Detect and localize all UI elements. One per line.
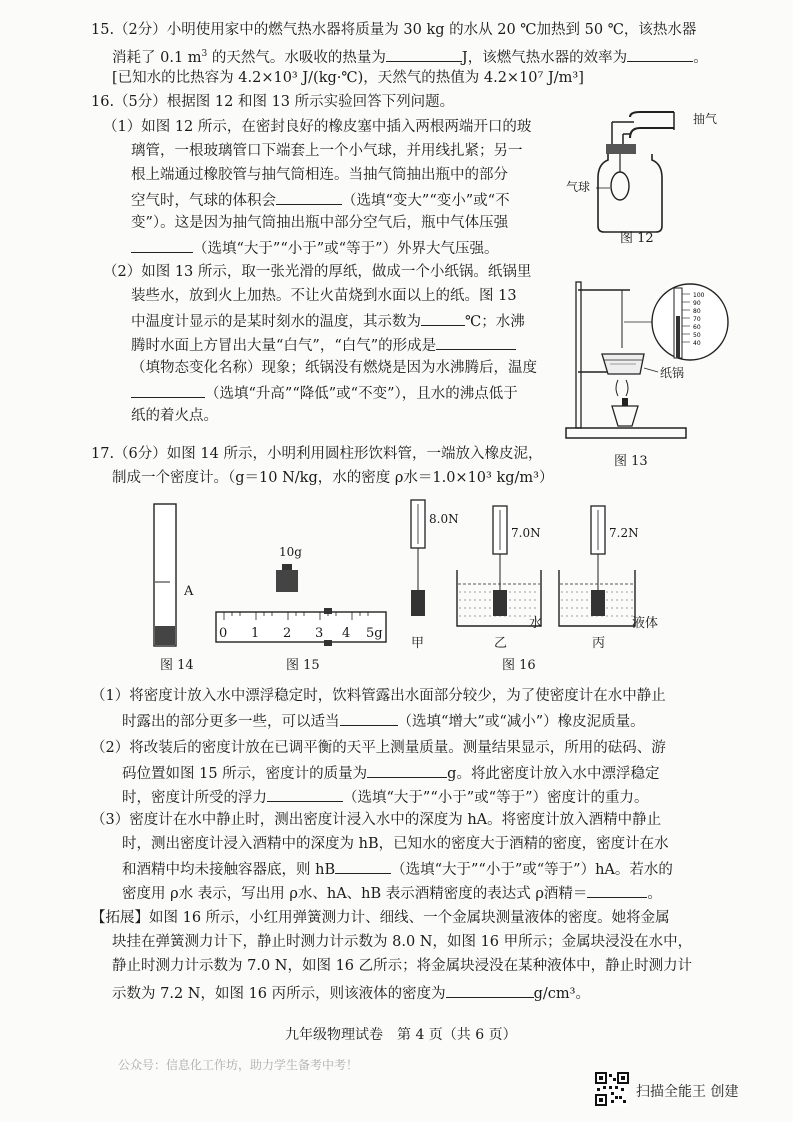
q15-line2-text-d: 。 (693, 49, 708, 66)
q17-e3: 静止时测力计示数为 7.0 N，如图 16 乙所示；将金属块浸没在某种液体中，静止时测力计 (112, 958, 693, 974)
q16-phase-blank[interactable] (436, 334, 516, 350)
q17-s1b-text: 时露出的部分更多一些，可以适当 (122, 714, 340, 730)
fig13-tick-50: 50 (693, 332, 701, 339)
fig13-tick-40: 40 (693, 340, 701, 347)
q17-s3c (122, 858, 673, 880)
fig16-label-jia: 甲 (411, 636, 425, 651)
q16-p9-text-b: ℃；水沸 (465, 314, 525, 330)
fig13-tick-70: 70 (693, 316, 701, 323)
q16-p11: （填物态变化名称）现象；纸锅没有燃烧是因为水沸腾后，温度 (131, 360, 537, 376)
fig16-water-label: 水 (529, 616, 543, 631)
q16-p3: 根上端通过橡胶管与抽气筒相连。当抽气筒抽出瓶中的部分 (131, 167, 508, 183)
fig14-caption: 图 14 (160, 658, 194, 673)
q16-p9 (131, 310, 525, 332)
q16-temperature-change-blank[interactable] (131, 382, 205, 398)
q16-p1: （1）如图 12 所示，在密封良好的橡皮塞中插入两根两端开口的玻 (103, 119, 532, 135)
q17-s2d (122, 786, 648, 808)
q15-line1: 15.（2分）小明使用家中的燃气热水器将质量为 30 kg 的水从 20 ℃加热到 50 ℃，该热水器 (91, 22, 697, 38)
q16-p2: 璃管，一根玻璃管口下端套上一个小气球，并用线扎紧；另一 (131, 143, 523, 159)
q17-s2b (122, 762, 659, 784)
q17-s3d-text: （选填“大于”“小于”或“等于”）hA。若水的 (391, 862, 673, 878)
q17-buoyancy-blank[interactable] (267, 786, 343, 802)
q15-efficiency-blank[interactable] (627, 46, 693, 62)
fig13-tick-100: 100 (693, 292, 705, 299)
fig15-tick-0: 0 (219, 626, 228, 641)
fig16-label-yi: 乙 (494, 636, 508, 651)
q17-s2d-text: 时，密度计所受的浮力 (122, 790, 267, 806)
q16-p8: 装些水，放到火上加热。不让火苗烧到水面以上的纸。图 13 (131, 288, 517, 304)
figure-15 (212, 560, 392, 650)
q17-s1c-text: （选填“增大”或“减小”）橡皮泥质量。 (397, 714, 645, 730)
q17-s1b (122, 710, 645, 732)
fig15-tick-5g: 5g (366, 626, 383, 641)
q16-p4 (131, 189, 510, 211)
q17-s2b-text: 码位置如图 15 所示，密度计的质量为 (122, 766, 368, 782)
q16-p6 (131, 237, 498, 259)
fig15-tick-3: 3 (315, 626, 324, 641)
watermark-text: 公众号：信息化工作坊，助力学生备考中考！ (118, 1058, 359, 1072)
q17-line2: 制成一个密度计。（g＝10 N/kg，水的密度 ρ水＝1.0×10³ kg/m³） (112, 470, 554, 486)
fig13-tick-60: 60 (693, 324, 701, 331)
camscanner-label: 扫描全能王 创建 (636, 1084, 739, 1100)
q16-p5: 变”）。这是因为抽气筒抽出瓶中部分空气后，瓶中气体压强 (131, 215, 509, 231)
fig12-caption: 图 12 (620, 231, 654, 246)
q17-s3b: 时，测出密度计浸入酒精中的深度为 hB，已知水的密度大于酒精的密度，密度计在水 (122, 836, 669, 852)
fig13-tick-80: 80 (693, 308, 701, 315)
q17-line1: 17.（6分）如图 14 所示，小明利用圆柱形饮料管，一端放入橡皮泥， (91, 446, 543, 462)
q17-s3e-text: 密度用 ρ水 表示，写出用 ρ水、hA、hB 表示酒精密度的表达式 ρ酒精＝ (122, 886, 588, 902)
q17-s2a: （2）将改装后的密度计放在已调平衡的天平上测量质量。测量结果显示，所用的砝码、游 (91, 740, 666, 756)
q17-e4 (112, 982, 590, 1004)
q17-e2: 块挂在弹簧测力计下，静止时测力计示数为 8.0 N，如图 16 甲所示；金属块浸没在水中， (112, 934, 693, 950)
q17-s3f-text: 。 (647, 886, 662, 902)
q15-line2-text-b: 的天然气。水吸收的热量为 (207, 49, 386, 66)
q17-e4b-text: g/cm³。 (533, 986, 590, 1002)
fig15-caption: 图 15 (286, 658, 320, 673)
q16-p10-text: 腾时水面上方冒出大量“白气”，“白气”的形成是 (131, 338, 437, 354)
q16-volume-blank[interactable] (276, 189, 342, 205)
q17-depth-compare-blank[interactable] (335, 858, 391, 874)
q15-line2 (112, 44, 708, 68)
q17-s3a: （3）密度计在水中静止时，测出密度计浸入水中的深度为 hA。将密度计放入酒精中静止 (91, 812, 662, 828)
fig16-caption: 图 16 (502, 658, 536, 673)
fig15-tick-4: 4 (342, 626, 351, 641)
q15-line2-text-c: J，该燃气热水器的效率为 (461, 49, 628, 66)
q15-line3: [已知水的比热容为 4.2×10³ J/(kg·℃)，天然气的热值为 4.2×10⁷ J/m³] (112, 70, 584, 86)
q17-s2e-text: （选填“大于”“小于”或“等于”）密度计的重力。 (343, 790, 649, 806)
q17-mass-change-blank[interactable] (340, 710, 398, 726)
q16-p9-text: 中温度计显示的是某时刻水的温度，其示数为 (131, 314, 421, 330)
q17-s1a: （1）将密度计放入水中漂浮稳定时，饮料管露出水面部分较少，为了使密度计在水中静止 (91, 688, 666, 704)
fig14-mark-a: A (184, 584, 194, 599)
q17-e4-text: 示数为 7.2 N，如图 16 丙所示，则该液体的密度为 (112, 986, 446, 1002)
q17-s3c-text: 和酒精中均未接触容器底，则 hB (122, 862, 336, 878)
q17-e1: 【拓展】如图 16 所示，小红用弹簧测力计、细线、一个金属块测量液体的密度。她将金属 (91, 910, 670, 926)
q16-pressure-blank[interactable] (131, 237, 193, 253)
page-footer: 九年级物理试卷 第 4 页（共 6 页） (285, 1027, 517, 1043)
q17-mass-blank[interactable] (367, 762, 447, 778)
figure-13 (562, 276, 737, 446)
fig13-tick-90: 90 (693, 300, 701, 307)
q17-s3e (122, 882, 662, 904)
q17-liquid-density-blank[interactable] (446, 982, 534, 998)
fig16-reading-yi: 7.0N (511, 526, 541, 540)
fig15-weight-label: 10g (279, 545, 302, 559)
fig12-pump-label: 抽气 (693, 112, 718, 126)
q16-p12 (131, 382, 518, 404)
q16-p10 (131, 334, 516, 356)
fig13-caption: 图 13 (614, 454, 648, 469)
q16-temp-blank[interactable] (421, 310, 465, 326)
q15-heat-blank[interactable] (386, 46, 462, 62)
q16-p13: 纸的着火点。 (131, 408, 218, 424)
qr-code-icon (595, 1072, 629, 1106)
q16-line1: 16.（5分）根据图 12 和图 13 所示实验回答下列问题。 (91, 94, 455, 110)
q17-s2c-text: g。将此密度计放入水中漂浮稳定 (447, 766, 660, 782)
figure-12 (590, 108, 740, 238)
q16-p12-text: （选填“升高”“降低”或“不变”），且水的沸点低于 (205, 386, 518, 402)
q16-p4-text-b: （选填“变大”“变小”或“不 (342, 193, 510, 209)
fig12-balloon-label: 气球 (566, 180, 591, 194)
q15-line2-text: 消耗了 0.1 m (112, 49, 202, 66)
fig16-reading-bing: 7.2N (609, 526, 639, 540)
fig16-reading-jia: 8.0N (429, 512, 459, 526)
q17-alcohol-density-blank[interactable] (587, 882, 647, 898)
fig13-pot-label: 纸锅 (660, 366, 685, 380)
q15-line2-sup: 3 (201, 49, 208, 59)
fig15-tick-2: 2 (283, 626, 292, 641)
figure-14 (150, 500, 190, 650)
q16-p7: （2）如图 13 所示，取一张光滑的厚纸，做成一个小纸锅。纸锅里 (103, 264, 532, 280)
q16-p6-text: （选填“大于”“小于”或“等于”）外界大气压强。 (193, 241, 499, 257)
q16-p4-text: 空气时，气球的体积会 (131, 193, 276, 209)
fig16-label-bing: 丙 (592, 636, 606, 651)
fig15-tick-1: 1 (251, 626, 260, 641)
fig16-liquid-label: 液体 (632, 616, 659, 631)
